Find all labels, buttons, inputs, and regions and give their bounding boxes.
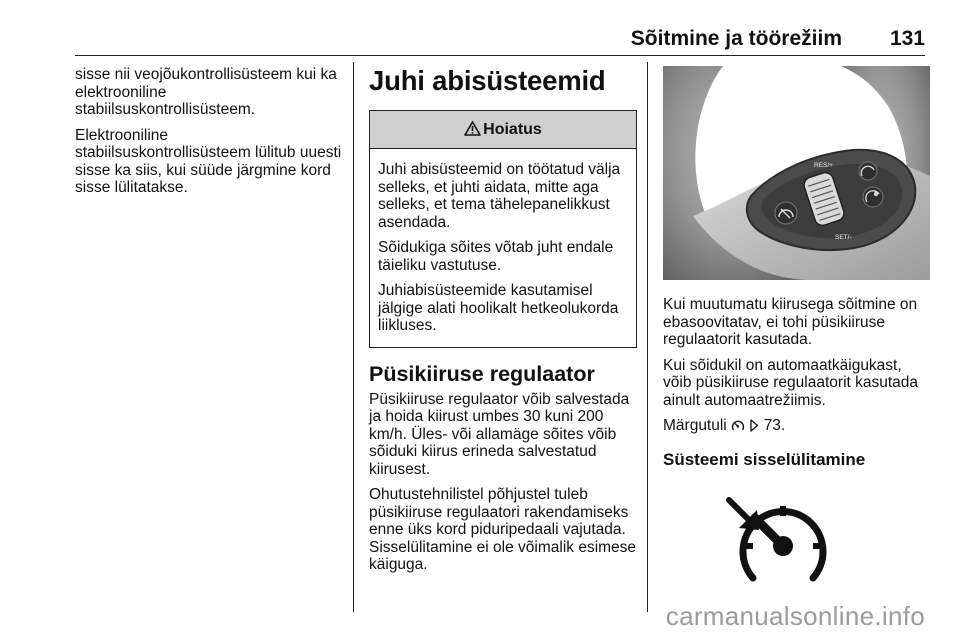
column-divider-left [353,62,354,612]
steering-wheel-controls-image [663,66,930,280]
button-bottom-label: SET/- [835,234,852,241]
subsection-heading: Püsikiiruse regulaator [369,361,595,386]
reference-arrow-icon[interactable] [749,419,759,437]
page-number: 131 [889,27,925,50]
paragraph: Püsikiiruse regulaator võib salvestada ja hoida kiirust umbes 30 kuni 200 km/h. Üles- või allamäge sõites võib sõiduki kiirus erineda salvestatud kiirusest. [369,390,630,478]
column-right [663,66,930,586]
paragraph: Elektrooniline stabiilsuskontrollisüsteem lülitub uuesti sisse ka siis, kui süüde järgmine kord sisse lülitatakse. [75,126,342,196]
section-heading: Juhi abisüsteemid [369,65,606,96]
button-top-label: RES/+ [814,162,833,169]
header-divider [75,55,925,56]
column-left [75,66,347,205]
paragraph: Sisselülitamine ei ole võimalik esimese käiguga. [369,538,637,573]
indicator-page-ref[interactable]: 73. [763,417,786,434]
warning-paragraph: Sõidukiga sõites võtab juht endale täieliku vastutuse. [378,239,614,274]
warning-triangle-icon [464,113,481,150]
paragraph: Kui muutumatu kiirusega sõitmine on ebasoovitatav, ei tohi püsikiiruse regulaatorit kasutada. [663,296,918,348]
cruise-control-symbol-image [663,494,930,586]
warning-paragraph: Juhiabisüsteemide kasutamisel jälgige alati hoolikalt hetkeolukorda liikluses. [378,282,619,334]
column-divider-right [647,62,648,612]
watermark: carmanualsonline.info [665,601,925,631]
paragraph: Kui sõidukil on automaatkäigukast, võib püsikiiruse regulaatorit kasutada ainult automaatrežiimis. [663,356,919,409]
warning-paragraph: Juhi abisüsteemid on töötatud välja selleks, et juhti aidata, mitte aga selleks, et tema tähelepanelikkust asendada. [378,161,621,231]
header-title: Sõitmine ja töörežiim [630,27,842,50]
subheading-system-activation: Süsteemi sisselülitamine [663,449,866,469]
paragraph: sisse nii veojõukontrollisüsteem kui ka elektrooniline stabiilsuskontrollisüsteem. [75,66,337,118]
paragraph: Ohutustehnilistel põhjustel tuleb püsikiiruse regulaatori rakendamiseks enne üks kord piduripedaali vajutada. [369,486,629,538]
cruise-control-icon [731,419,745,437]
indicator-reference [663,417,930,437]
indicator-label: Märgutuli [663,417,727,434]
warning-title-bar [370,111,636,149]
warning-body [370,149,636,347]
warning-box [369,110,637,348]
warning-title: Hoiatus [483,121,542,138]
column-middle [369,66,637,582]
